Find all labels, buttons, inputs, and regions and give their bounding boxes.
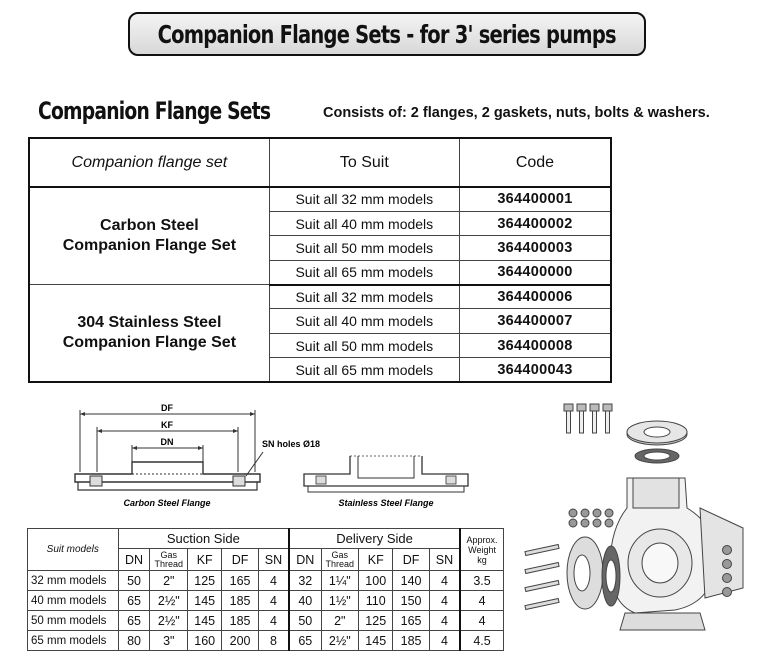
weight-header: Approx. Weight kg <box>460 529 503 571</box>
carbon-steel-flange-drawing <box>70 402 321 512</box>
col-dn: DN <box>289 549 321 571</box>
delivery-side-header: Delivery Side <box>289 529 460 549</box>
header-code: Code <box>459 138 611 187</box>
col-gas-thread: Gas Thread <box>321 549 359 571</box>
kf-label: KF <box>161 420 173 430</box>
code-cell: 364400001 <box>459 187 611 211</box>
table-row: 65 mm models 80 3" 160 200 8 65 2½" 145 185 4 4.5 <box>28 631 504 651</box>
code-cell: 364400002 <box>459 211 611 235</box>
suit-cell: Suit all 32 mm models <box>269 187 459 211</box>
carbon-flange-diagram <box>70 402 321 512</box>
flange-specs-table <box>27 528 504 651</box>
stainless-steel-flange-drawing <box>298 448 478 512</box>
dn-label: DN <box>160 437 174 447</box>
suit-cell: Suit all 40 mm models <box>269 211 459 235</box>
col-kf: KF <box>359 549 393 571</box>
header-flange-set: Companion flange set <box>29 138 269 187</box>
page-banner <box>128 12 646 56</box>
suit-models-header: Suit models <box>28 529 119 571</box>
bolt-icon <box>564 404 612 433</box>
table-row: 50 mm models 65 2½" 145 185 4 50 2" 125 165 4 4 <box>28 611 504 631</box>
sn-holes-label: SN holes Ø18 <box>262 439 321 449</box>
col-dn: DN <box>118 549 150 571</box>
col-df: DF <box>222 549 258 571</box>
df-label: DF <box>161 403 173 413</box>
pump-exploded-illustration <box>515 398 765 664</box>
suit-cell: Suit all 40 mm models <box>269 309 459 333</box>
col-kf: KF <box>188 549 222 571</box>
code-cell: 364400043 <box>459 358 611 382</box>
consists-of-note: Consists of: 2 flanges, 2 gaskets, nuts, bolts & washers. <box>323 105 710 121</box>
col-sn: SN <box>258 549 289 571</box>
header-to-suit: To Suit <box>269 138 459 187</box>
col-gas-thread: Gas Thread <box>150 549 188 571</box>
suit-cell: Suit all 65 mm models <box>269 358 459 382</box>
group-stainless-steel: 304 Stainless Steel Companion Flange Set <box>29 285 269 383</box>
stainless-flange-diagram <box>298 448 478 512</box>
code-cell: 364400000 <box>459 260 611 284</box>
col-df: DF <box>393 549 429 571</box>
section-title: Companion Flange Sets <box>38 97 271 125</box>
pump-flange-assembly-image <box>515 398 765 664</box>
code-cell: 364400006 <box>459 285 611 309</box>
col-sn: SN <box>429 549 460 571</box>
table-header-row <box>29 138 611 187</box>
stainless-flange-caption: Stainless Steel Flange <box>338 498 434 508</box>
code-cell: 364400008 <box>459 333 611 357</box>
table-row <box>29 285 611 309</box>
suit-cell: Suit all 50 mm models <box>269 236 459 260</box>
carbon-flange-caption: Carbon Steel Flange <box>123 498 211 508</box>
suit-cell: Suit all 50 mm models <box>269 333 459 357</box>
suit-cell: Suit all 65 mm models <box>269 260 459 284</box>
group-carbon-steel: Carbon Steel Companion Flange Set <box>29 187 269 285</box>
suction-side-header: Suction Side <box>118 529 289 549</box>
suit-cell: Suit all 32 mm models <box>269 285 459 309</box>
page-title: Companion Flange Sets - for 3' series pumps <box>157 19 617 49</box>
companion-flange-table <box>28 137 612 383</box>
table-row: 32 mm models 50 2" 125 165 4 32 1¼" 100 140 4 3.5 <box>28 571 504 591</box>
table-row: 40 mm models 65 2½" 145 185 4 40 1½" 110 150 4 4 <box>28 591 504 611</box>
table-row <box>29 187 611 211</box>
code-cell: 364400003 <box>459 236 611 260</box>
code-cell: 364400007 <box>459 309 611 333</box>
